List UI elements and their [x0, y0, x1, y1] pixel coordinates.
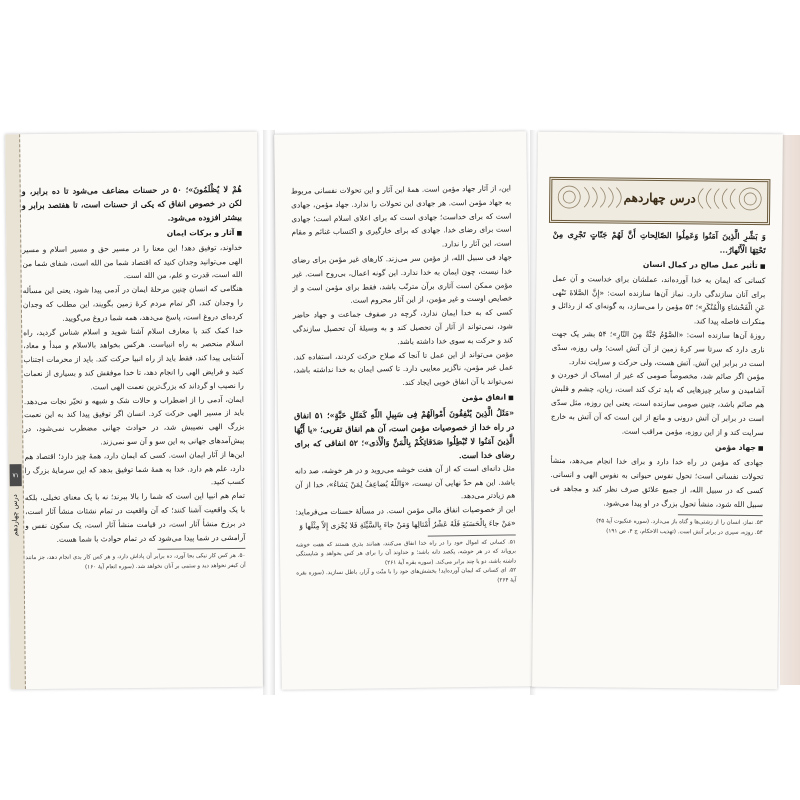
paragraph: این از خصوصیات انفاق مالی مؤمن است. در مسألهٔ حسنات می‌فرماید: «مَنْ جاءَ بِالْحَسَنَةِ فَلَهُ عَشْرُ أَمْثالِها وَمَنْ جاءَ بِالسَّیِّئَةِ فَلا یُجْزی إِلاّ مِثْلَها وَ — [295, 504, 516, 531]
paragraph: تمام هم انبیا این است که شما را بالا ببرند؛ نه با یک معنای تخیلی، بلکه با یک واقعیت آشنا کنند؛ که آن واقعیت در تمام نشئات منشأ آثار است، در برزخ منشأ آثار است، در قیامت منشأ آثار است، یک سکون نفس و آرامشی در شما پیدا می‌شود که در تمام حوادث با شما هست. — [24, 490, 246, 544]
paragraph: هُمْ لا یُظْلَمُونَ»؛ ۵۰ در حسنات مضاعف می‌شود تا ده برابر، و لکن در خصوص انفاق که یکی از حسنات است، تا هفتصد برابر و بیشتر افزوده می‌شود. — [21, 183, 243, 223]
footnote: ۵۰. هر کس کار نیکی بجا آورد، ده برابر آن پاداش دارد، و هر کس کار بدی انجام دهد، جز مانند آن کیفر نخواهد دید و ستمی بر آنان نخواهد شد. (سوره انعام آیهٔ ۱۶۰) — [25, 553, 246, 571]
chapter-header-frame — [549, 177, 770, 225]
footnote: ۵۱. کسانی که اموال خود را در راه خدا انفاق می‌کنند، همانند بذری هستند که هفت خوشه برویاند که در هر خوشه، یکصد دانه باشد؛ و خداوند آن را برای هر کس بخواهد و شایستگی داشته باشد، دو یا چند برابر می‌کند. (سوره بقره آیهٔ ۲۶۱) — [295, 539, 517, 567]
paragraph: مثل دانه‌ای است که از آن هفت خوشه می‌روید و در هر خوشه، صد دانه باشد. این هم حدّ نهایی آن نیست، «وَاللّهُ یُضاعِفُ لِمَنْ یَشاءُ»، خدا از آن هم زیادتر می‌دهد. — [294, 463, 516, 501]
chapter-title: درس چهاردهم — [623, 190, 696, 206]
book-edge — [780, 135, 800, 685]
paragraph: کسانی که ایمان به خدا آورده‌اند، عملشان برای خداست و آن عمل برای آنان سازندگی دارد. نماز آن‌ها سازنده است: «إِنَّ الصَّلاةَ تَنْهی عَنِ الْفَحْشاءِ وَالْمُنْکَرِ»؛ ۵۳ مؤمن را می‌سازد، به گونه‌ای که از رذائل و منکرات فاصله پیدا کند. — [552, 273, 766, 327]
paragraph: خدا کمک کند با معارف اسلام آشنا شوید و اسلام شناس گردید، راه اسلام منحصر به راه انبیاست. هرکس بخواهد بالاسلام و مبدأ و معاد، آشنایی پیدا کند، فقط باید از راه انبیا حرکت کند. باید از محرمات اجتناب کنید و فرایض الهی را انجام دهد، تا خدا موفقش کند و بسیاری از نعمات را نصیب او گرداند که بزرگ‌ترین نعمت الهی است. — [23, 325, 244, 392]
left-page — [5, 132, 263, 690]
paragraph: این، از آثار جهاد مؤمن است. همهٔ این آثار و این تحولات نفسانی مربوط به جهاد مؤمن است. هر جهادی این تحولات را ندارد. جهاد مؤمن، جهادی است که برای خداست؛ جهادی است که برای اعلای اسلام است؛ جهادی است برای رضای خدا. جهادی که برای خارگیری و اکتساب غنائم و مقام است، این آثار را ندارد. — [290, 183, 512, 249]
footnote: ۵۳. نماز، انسان را از زشتی‌ها و گناه باز می‌دارد. (سوره عنکبوت آیهٔ ۴۵) — [596, 518, 763, 527]
paragraph: وَ بَشِّرِ الَّذِینَ آمَنُوا وَعَمِلُوا الصّالِحاتِ أَنَّ لَهُمْ جَنّاتٍ تَجْرِی مِنْ تَحْتِهَا الْأَنْهارُ... — [552, 228, 766, 256]
footnote: ۵۴. روزه، سپری در برابر آتش است. (تهذیب الاحکام، ج ۴، ص ۱۹۱) — [606, 528, 763, 536]
paragraph: کسی که به خدا ایمان ندارد، گرچه در صفوف جماعت و جهاد حاضر شود، نمی‌تواند از آثار آن تحصیل کند و به وسیلهٔ آن تحصیل سازندگی کند و حرکت به سوی خدا داشته باشد. — [292, 307, 514, 346]
paragraph: روزهٔ آن‌ها سازنده است: «الصَّوْمُ جُنَّةٌ مِنَ النّارِ»؛ ۵۴ بشر یک جهت ناری دارد که سرتا سر کرهٔ زمین از آن آتش است؛ ولی روزه، سدّی است در برابر این آتش. آتش هست، ولی حرکت و سرایت ندارد. — [551, 328, 765, 368]
page-number: ۷۱ — [12, 471, 19, 479]
paragraph: خداوند، توفیق دهد! این معنا را در مسیر حق و مسیر اسلام و مسیر الهی می‌توانید وجدان کنید که اقتصاد شما من الله است، شفای شما من الله است، قدرت و علم، من الله است. — [22, 242, 243, 281]
paragraph: مؤمن می‌تواند از این عمل تا آنجا که صلاح حرکت کردند، استفاده کند. عمل غیر مؤمن، ناگزیر معایبی دارد. تا کسی ایمان به خدا نداشته باشد، نمی‌تواند با آن انفاق خویی ایجاد کند. — [293, 349, 514, 388]
paragraph: این‌ها از آثار ایمان است. کسی که ایمان دارد، همهٔ چیز دارد؛ اقتصاد هم دارد، علم هم دارد. خدا به همهٔ شما توفیق بدهد که این سرمایهٔ بزرگ را کسب کنید. — [24, 449, 245, 487]
left-page-text — [22, 182, 246, 574]
paragraph: ایمان، آدمی را از اضطراب و حالات شک و شبهه و تحیّر نجات می‌دهد. باید از مسیر الهی حرکت کرد. انسان اگر توفیق پیدا کند به این نعمت بزرگ الهی نصیبش شد، در حوادث جهانی مضطرب نمی‌شود، در پیش‌آمدهای جهانی به این سو و آن سو نمی‌زند. — [23, 394, 245, 447]
right-page — [532, 132, 783, 690]
right-page-text — [550, 227, 766, 539]
section-heading: ■ انفاق مؤمن — [294, 390, 514, 408]
footnote-divider — [678, 515, 763, 517]
footnote-divider — [428, 534, 516, 536]
paragraph: «مَثَلُ الَّذِینَ یُنْفِقُونَ أَمْوالَهُمْ فِی سَبِیلِ اللّهِ کَمَثَلِ حَبَّةٍ»؛ ۵۱ انفاق در راه خدا از خصوصیات مؤمن است، آن هم انفاق تقربی؛ «یا أَیُّهَا الَّذِینَ آمَنُوا لا تُبْطِلُوا صَدَقاتِکُمْ بِالْمَنِّ وَالْأَذی»؛ ۵۲ انفاقی که برای رضای خدا است. — [293, 407, 515, 460]
footnote: ۵۲. ای کسانی که ایمان آورده‌اید! بخشش‌های خود را با منّت و آزار، باطل نسازید. (سوره بقره آیهٔ ۲۶۴) — [296, 567, 517, 584]
footnote-divider — [157, 548, 245, 550]
middle-page-text — [291, 181, 517, 588]
side-chapter-label: درس چهاردهم — [10, 494, 20, 537]
paragraph: مؤمن اگر صائم شد، مخصوصاً صومی که غیر از امساک از خوردن و آشامیدن و سایر چیزهایی که باید ترک کند است، زبان، چشم و قلبش هم صائم باشد، چنین صومی سازنده است، یعنی این روزه، مثل سدّی است در برابر آن آتش درونی و مانع از این است که آن آتش به خارج سرایت کند و از این روزه، مؤمن مراقب است. — [550, 370, 765, 437]
book-binding — [263, 130, 275, 695]
middle-page — [274, 131, 534, 689]
section-heading: ■ آثار و برکات ایمان — [22, 226, 242, 243]
page-number-tab — [10, 464, 22, 486]
paragraph: هنگامی که انسان چنین مرحلهٔ ایمان در آدمی پیدا شود، یعنی این مسأله را وجدان کند، اگر تمام مردم کرهٔ زمین بگویند، این مطلب که وجدان کرده‌ای دروغ است، پاسخ می‌دهد، همه شما دروغ می‌گویید. — [22, 284, 244, 323]
section-heading: ■ جهاد مؤمن — [551, 439, 764, 456]
section-heading: ■ تأثیر عمل صالح در کمال انسان — [552, 257, 765, 274]
paragraph: جهادی که مؤمن در راه خدا دارد و برای خدا انجام می‌دهد، منشأ تحولات نفسانی است؛ تحول نفوس حیوانی به نفوس الهی و انسانی. کسی که در سبیل الله، از جمیع علائق صرف نظر کند و مجاهد فی سبیل الله شود، منشأ تحول بزرگ در او پیدا می‌شود. — [550, 456, 764, 509]
paragraph: جهاد فی سبیل الله، از مؤمن سر می‌زند. کارهای غیر مؤمن برای رضای خدا نیست، چون ایمان به خدا ندارد. این گونه اعمال، بی‌روح است. غیر مؤمن ممکن است آثاری برآن مترتّب باشد، فقط برای مؤمن است و از خصایص اوست و غیر مؤمن، از این آثار محروم است. — [291, 252, 513, 306]
